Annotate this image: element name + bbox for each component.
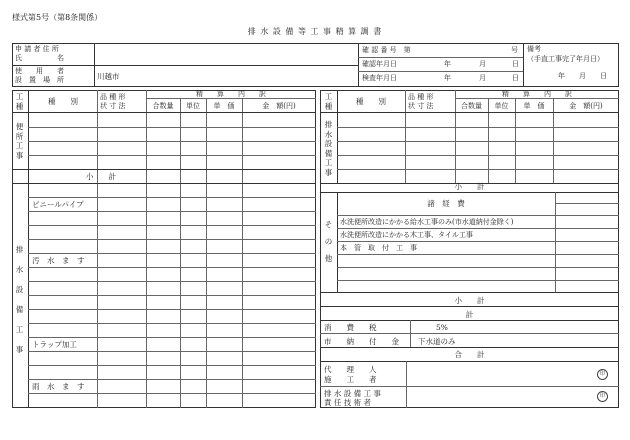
location-label: 設 置 場 所 xyxy=(15,76,64,84)
city-fee-label: 市 納 付 金 xyxy=(324,337,399,346)
misc-expenses-label: 諸 経 費 xyxy=(427,199,465,208)
right-type-header2: 状 寸 法 xyxy=(408,102,434,110)
left-kind-header: 工種 xyxy=(15,92,24,111)
right-type-header: 品 種 形 xyxy=(408,93,434,101)
engineer-seal-icon: 印 xyxy=(597,391,608,402)
left-category-header: 種 別 xyxy=(48,97,78,106)
left-qty-header: 合数量 xyxy=(152,102,174,110)
inspect-date-year: 年 xyxy=(444,74,451,82)
right-subtotal-label: 小 計 xyxy=(454,182,485,191)
left-subtotal-label: 小 計 xyxy=(86,172,116,181)
other-item-woodwork: 水洗便所改造にかかる木工事、タイル工事 xyxy=(340,231,473,239)
tax-label: 消 費 税 xyxy=(324,323,377,332)
left-type-header2: 状 寸 法 xyxy=(100,102,126,110)
left-drain-label: 排水設備工事 xyxy=(15,245,24,354)
left-unit-header: 単位 xyxy=(186,102,200,110)
remarks-label: 備考 xyxy=(527,45,541,53)
engineer-label-1: 排 水 設 備 工 事 xyxy=(324,389,381,398)
confirm-number-suffix: 号 xyxy=(511,46,518,54)
right-qty-header: 合数量 xyxy=(461,102,482,110)
form-number: 様式第5号（第8条関係） xyxy=(12,13,103,22)
engineer-label-2: 責 任 技 術 者 xyxy=(324,398,372,407)
remarks-date: 年 月 日 xyxy=(558,72,607,80)
left-item-trap: トラップ加工 xyxy=(32,340,77,349)
right-breakdown-header: 精 算 内 訳 xyxy=(502,90,572,98)
agent-seal-icon: 印 xyxy=(597,369,608,380)
builder-label: 施 工 者 xyxy=(324,375,377,384)
left-breakdown-header: 精 算 内 訳 xyxy=(196,90,266,98)
left-toilet-label: 便所工事 xyxy=(15,122,24,160)
right-subtotal2-label: 小 計 xyxy=(454,296,485,305)
left-price-header: 単 価 xyxy=(213,102,235,110)
remarks-sub: （手直工事完了年月日） xyxy=(527,55,604,63)
left-type-header: 品 種 形 xyxy=(100,93,126,101)
confirm-number-label: 確 認 番 号 第 xyxy=(362,46,411,54)
left-item-sewage-basin: 汚 水 ま す xyxy=(32,256,85,265)
location-value: 川越市 xyxy=(97,72,120,81)
right-kind-header: 工種 xyxy=(324,92,333,111)
right-price-header: 単 価 xyxy=(523,102,545,110)
applicant-address-label: 申 請 者 住 所 xyxy=(15,45,59,53)
agent-label: 代 理 人 xyxy=(324,365,377,374)
other-item-main-pipe: 本 管 取 付 工 事 xyxy=(340,244,417,252)
left-amount-header: 金 額(円) xyxy=(262,102,296,110)
other-label: その他 xyxy=(324,220,333,263)
inspect-date-day: 日 xyxy=(512,74,519,82)
page-title: 排 水 設 備 等 工 事 精 算 調 書 xyxy=(247,27,383,36)
inspect-date-label: 検査年月日 xyxy=(362,74,397,82)
grand-total-label: 合 計 xyxy=(454,350,485,359)
confirm-date-year: 年 xyxy=(444,60,451,68)
right-drain-label: 排水設備工事 xyxy=(324,120,333,177)
right-amount-header: 金 額(円) xyxy=(569,102,603,110)
right-unit-header: 単位 xyxy=(494,102,509,110)
applicant-name-label: 氏 名 xyxy=(15,54,64,62)
left-item-rain-basin: 雨 水 ま す xyxy=(32,382,85,391)
right-category-header: 種 別 xyxy=(356,97,386,106)
left-item-vinyl-pipe: ビニールパイプ xyxy=(32,200,84,209)
left-table xyxy=(12,90,316,408)
right-total-label: 計 xyxy=(465,310,474,319)
inspect-date-month: 月 xyxy=(479,74,486,82)
other-item-water-supply: 水洗便所改造にかかる給水工事のみ(市水道納付金除く) xyxy=(340,218,514,226)
confirm-date-day: 日 xyxy=(512,60,519,68)
confirm-date-label: 確認年月日 xyxy=(362,60,397,68)
tax-value: 5% xyxy=(436,323,448,332)
city-fee-value: 下水道のみ xyxy=(418,337,456,346)
user-label: 使 用 者 xyxy=(15,67,64,75)
confirm-date-month: 月 xyxy=(479,60,486,68)
